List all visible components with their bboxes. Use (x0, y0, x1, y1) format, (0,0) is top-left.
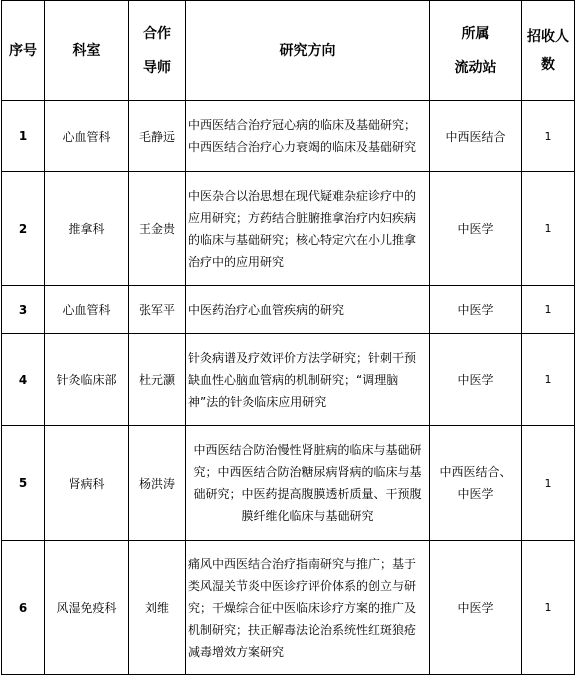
cell-dept: 推拿科 (45, 172, 129, 286)
cell-mentor: 杨洪涛 (129, 426, 186, 541)
cell-direction: 中西医结合治疗冠心病的临床及基础研究；中西医结合治疗心力衰竭的临床及基础研究 (186, 101, 430, 172)
table-row (2, 541, 575, 675)
cell-seq: 5 (2, 426, 45, 541)
header-quota: 招收人 数 (522, 1, 575, 101)
cell-seq: 6 (2, 541, 45, 675)
cell-station: 中西医结合、 中医学 (430, 426, 522, 541)
header-row (2, 1, 575, 101)
header-station: 所属 流动站 (430, 1, 522, 101)
cell-seq: 1 (2, 101, 45, 172)
header-dept: 科室 (45, 1, 129, 101)
cell-dept: 肾病科 (45, 426, 129, 541)
mentor-table (1, 0, 575, 675)
header-direction: 研究方向 (186, 1, 430, 101)
cell-dept: 针灸临床部 (45, 334, 129, 426)
table-row (2, 101, 575, 172)
cell-quota: 1 (522, 334, 575, 426)
cell-station: 中医学 (430, 541, 522, 675)
cell-direction: 针灸病谱及疗效评价方法学研究；针刺干预缺血性心脑血管病的机制研究；“调理脑神”法的针灸临床应用研究 (186, 334, 430, 426)
cell-seq: 3 (2, 286, 45, 334)
cell-mentor: 杜元灏 (129, 334, 186, 426)
cell-dept: 心血管科 (45, 101, 129, 172)
cell-direction: 中医杂合以治思想在现代疑难杂症诊疗中的应用研究；方药结合脏腑推拿治疗内妇疾病的临床与基础研究；核心特定穴在小儿推拿治疗中的应用研究 (186, 172, 430, 286)
cell-quota: 1 (522, 101, 575, 172)
cell-station: 中医学 (430, 334, 522, 426)
cell-mentor: 王金贵 (129, 172, 186, 286)
cell-mentor: 毛静远 (129, 101, 186, 172)
cell-quota: 1 (522, 172, 575, 286)
cell-direction: 痛风中西医结合治疗指南研究与推广；基于类风湿关节炎中医诊疗评价体系的创立与研究；干燥综合征中医临床诊疗方案的推广及机制研究；扶正解毒法论治系统性红斑狼疮减毒增效方案研究 (186, 541, 430, 675)
cell-direction: 中医药治疗心血管疾病的研究 (186, 286, 430, 334)
cell-mentor: 刘维 (129, 541, 186, 675)
cell-quota: 1 (522, 541, 575, 675)
cell-seq: 4 (2, 334, 45, 426)
table-row (2, 334, 575, 426)
cell-station: 中西医结合 (430, 101, 522, 172)
cell-station: 中医学 (430, 172, 522, 286)
table-row (2, 426, 575, 541)
header-seq: 序号 (2, 1, 45, 101)
cell-quota: 1 (522, 286, 575, 334)
cell-direction: 中西医结合防治慢性肾脏病的临床与基础研究；中西医结合防治糖尿病肾病的临床与基础研究；中医药提高腹膜透析质量、干预腹膜纤维化临床与基础研究 (186, 426, 430, 541)
table-row (2, 286, 575, 334)
cell-mentor: 张军平 (129, 286, 186, 334)
table-row (2, 172, 575, 286)
cell-seq: 2 (2, 172, 45, 286)
cell-dept: 风湿免疫科 (45, 541, 129, 675)
header-mentor: 合作 导师 (129, 1, 186, 101)
cell-station: 中医学 (430, 286, 522, 334)
cell-dept: 心血管科 (45, 286, 129, 334)
cell-quota: 1 (522, 426, 575, 541)
